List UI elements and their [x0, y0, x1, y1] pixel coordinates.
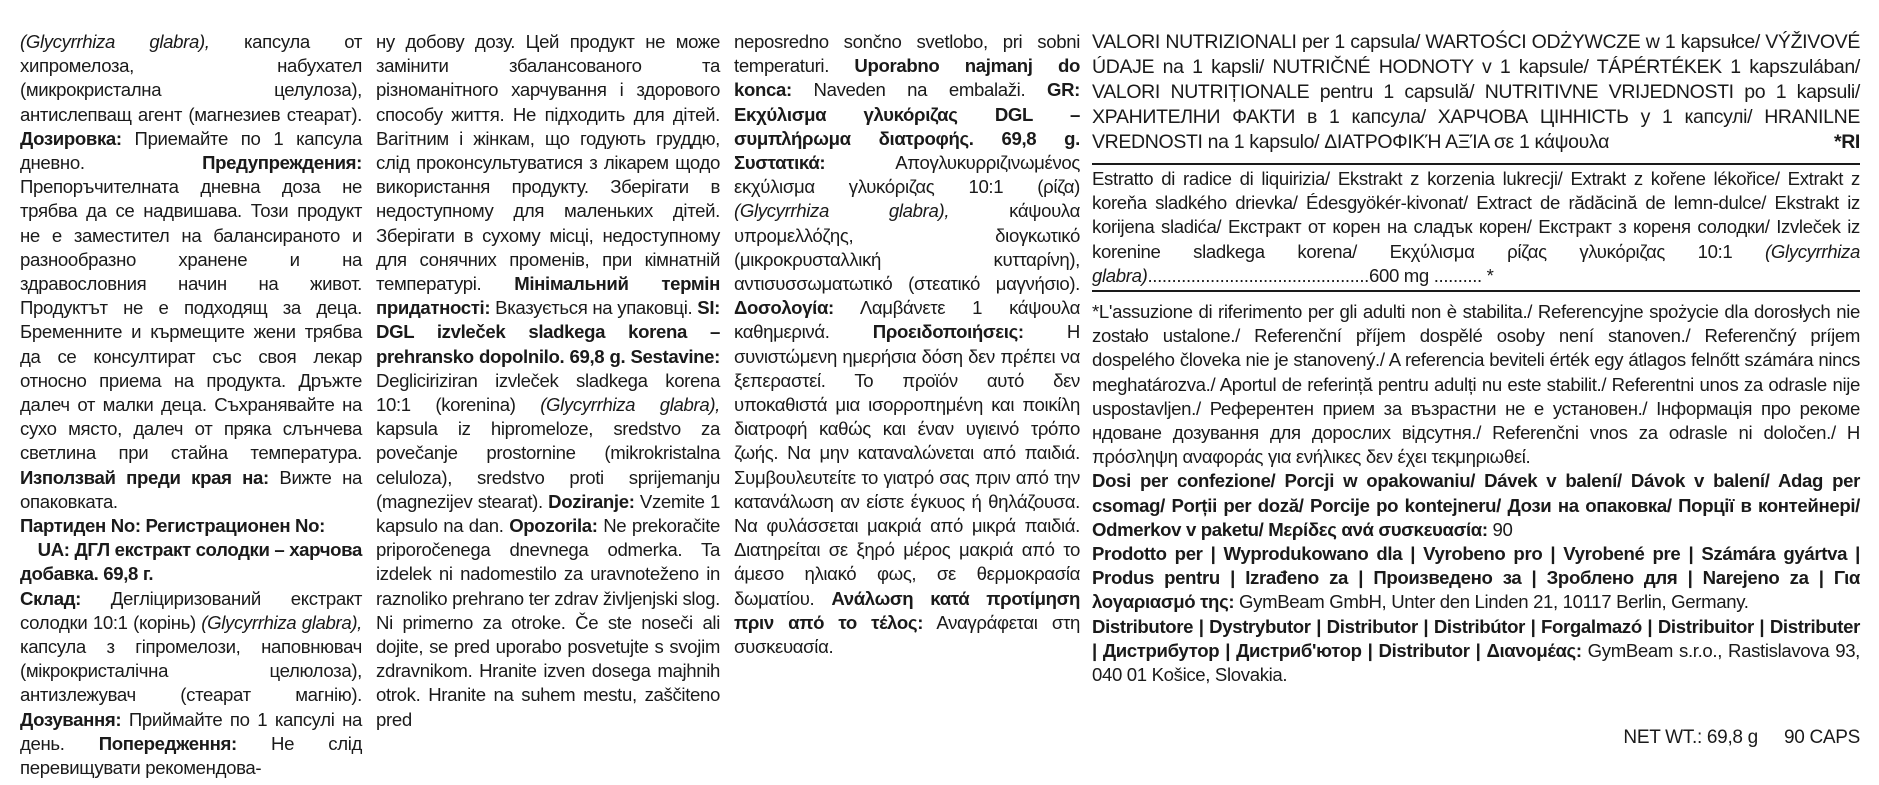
- si-warnings-label: Opozorila:: [509, 515, 598, 537]
- bg-warnings-label: Предупреждения:: [202, 152, 362, 174]
- gr-best-before-label: Ανάλωση κατά προτίμηση πριν από το τέλος:: [734, 587, 1080, 633]
- column-ukrainian-slovenian: [376, 30, 720, 732]
- ua-min-shelf-life-label: Мінімальний термін придатності:: [376, 273, 720, 319]
- column-bulgarian-ukrainian: [20, 30, 362, 780]
- nutrition-header: VALORI NUTRIZIONALI per 1 capsula/ WARTOŚCI ODŻYWCZE w 1 kapsułce/ VÝŽIVOVÉ ÚDAJE na 1 kapsli/ NUTRIČNÉ HODNOTY v 1 kapsule/ TÁPÉRTÉKEK 1 kapszulában/ VALORI NUTRIȚIONALE pentru 1 capsulă/ NUTRITIVNE VRIJEDNOSTI po 1 kapsuli/ ХРАНИТЕЛНИ ФАКТИ в 1 капсула/ ХАРЧОВА ЦІННІСТЬ у 1 капсулі/ HRANILNE VREDNOSTI na 1 kapsulo/ ΔΙΑΤΡΟΦΙΚΉ ΑΞΊΑ σε 1 κάψουλα *RI: [1092, 31, 1860, 153]
- column-slovenian-greek: [734, 30, 1080, 659]
- si-dosage-label: Doziranje:: [548, 490, 635, 512]
- gr-warnings-label: Προειδοποιήσεις:: [872, 321, 1024, 343]
- bg-lot-label: Партиден No: Регистрационен No:: [20, 515, 325, 537]
- gr-product-title: GR: Εκχύλισμα γλυκόριζας DGL – συμπλήρωμα διατροφής. 69,8 g. Συστατικά:: [734, 79, 1080, 174]
- header-rule: [1092, 163, 1860, 165]
- ingredient-row: Estratto di radice di liquirizia/ Ekstrakt z korzenia lukrecji/ Extrakt z kořene lékořice/ Extrakt z koreňa sladkého drievka/ Édesgyökér-kivonat/ Extract de rădăcină de lemn-dulce/ Ekstrakt iz korijena sladića/ Екстракт от корен на сладък корен/ Екстракт з кореня солодки/ Izvleček iz korenine sladkega korena/ Εκχύλισμα ρίζας γλυκόριζας 10:1 (Glycyrrhiza glabra)..............................................600 mg .......... *: [1092, 168, 1860, 286]
- si-storage-continued: neposredno sončno svetlobo, pri sobni temperaturi. Uporabno najmanj do konca: Naveden na embalaži. GR: Εκχύλισμα γλυκόριζας DGL – συμπλήρωμα διατροφής. 69,8 g. Συστατικά: Απογλυκυρριζινωμένος εκχύλισμα γλυκόριζας 10:1 (ρίζα) (Glycyrrhiza glabra), κάψουλα υπρομελλόζης, διογκωτικό (μικροκρυσταλλική κυτταρίνη), αντισυσσωματωτικό (στεατικό μαγνήσιο). Δοσολογία: Λαμβάνετε 1 κάψουλα καθημερινά. Προειδοποιήσεις: Η συνιστώμενη ημερήσια δόση δεν πρέπει να ξεπεραστεί. Το προϊόν αυτό δεν υποκαθιστά μια ισορροπημένη και ποικίλη διατροφή καθώς και έναν υγιεινό τρόπο ζωής. Να μην καταναλώνεται από παιδιά. Συμβουλευτείτε το γιατρό σας πριν από την κατανάλωση αν είστε έγκυος ή θηλάζουσα. Να φυλάσσεται μακριά από μικρά παιδιά. Διατηρείται σε ξηρό μέρος μακριά από το άμεσο ηλιακό φως, σε θερμοκρασία δωματίου. Ανάλωση κατά προτίμηση πριν από το τέλος: Αναγράφεται στη συσκευασία.: [734, 31, 1080, 658]
- bg-ingredients-text: (Glycyrrhiza glabra), капсула от хипромелоза, набухател (микрокристална целулоза), антислепващ агент (магнезиев стеарат). Дозировка: Приемайте по 1 капсула дневно. Предупреждения: Препоръчителната дневна доза не трябва да се надвишава. Този продукт не е заместител на балансираното и разнообразно хранене и на здравословния начин на живот. Продуктът не е подходящ за деца. Бременните и кърмещите жени трябва да се консултират със своя лекар относно приема на продукта. Дръжте далеч от малки деца. Съхранявайте на сухо място, далеч от пряка слънчева светлина при стайна температура. Използвай преди края на: Вижте на опаковката.: [20, 31, 363, 512]
- doses-value: 90: [1487, 518, 1513, 540]
- ua-warnings-continued: ну добову дозу. Цей продукт не може замінити збалансованого та різноманітного харчування і здорового способу життя. Не підходить для дітей. Вагітним і жінкам, що годують груддю, слід проконсультуватися з лікарем щодо використання продукту. Зберігати в недоступному для маленьких дітей. Зберігати в сухому місці, недоступному для сонячних променів, при кімнатній температурі. Мінімальний термін придатності: Вказується на упаковці. SI: DGL izvleček sladkega korena – prehransko dopolnilo. 69,8 g. Sestavine: Degliciriziran izvleček sladkega korena 10:1 (korenina) (Glycyrrhiza glabra), kapsula iz hipromeloze, sredstvo za povečanje prostornine (mikrokristalna celuloza), sredstvo proti sprijemanju (magnezijev stearat). Doziranje: Vzemite 1 kapsulo na dan. Opozorila: Ne prekoračite priporočenega dnevnega odmerka. Ta izdelek ni nadomestilo za uravnoteženo in raznoliko prehrano ter zdrav življenjski slog. Ni primerno za otroke. Če ste noseči ali dojite, se pred uporabo posvetujte s svojim zdravnikom. Hranite izven dosega majhnih otrok. Hranite na suhem mestu, zaščiteno pred: [376, 31, 720, 730]
- ri-footnote: *L'assuzione di riferimento per gli adulti non è stabilita./ Referencyjne spożycie dla dorosłych nie zostało ustalone./ Referenční příjem dospělé osoby není stanoven./ Referenčný príjem dospelého človeka nie je stanovený./ A referencia beviteli érték egy átlagos felnőtt számára nincs meghatározva./ Aportul de referință pentru adulți nu este stabilit./ Referentni unos za odrasle nije uspostavljen./ Референтен прием за възрастни не е установен./ Інформація про рекоме ндоване дозування для дорослих відсутня./ Referenčni vnos za odrasle ni določen./ Η πρόσληψη αναφοράς για ενήλικες δεν έχει τεκμηριωθεί.: [1092, 301, 1860, 468]
- manufacturer-info: Prodotto per | Wyprodukowano dla | Vyrobeno pro | Vyrobené pre | Számára gyártva | Produs pentru | Izrađeno za | Произведено за | Зроблено для | Narejeno za | Για λογαριασμό της: GymBeam GmbH, Unter den Linden 21, 10117 Berlin, Germany.: [1092, 543, 1860, 613]
- si-product-title: SI: DGL izvleček sladkega korena – prehransko dopolnilo. 69,8 g. Sestavine:: [376, 297, 720, 367]
- net-weight: NET WT.: 69,8 g: [1623, 727, 1758, 748]
- ingredient-amount: ..............................................600 mg .......... *: [1147, 264, 1494, 286]
- gr-dosage-label: Δοσολογία:: [734, 297, 834, 319]
- distributor-info: Distributore | Dystrybutor | Distributor | Distribútor | Forgalmazó | Distribuitor | Distributer | Дистрибутор | Дистриб'ютор | Distributor | Διανομέας: GymBeam s.r.o., Rastislavova 93, 040 01 Košice, Slovakia.: [1092, 615, 1860, 686]
- ua-dosage-label: Дозування:: [20, 708, 122, 730]
- doses-per-package: Dosi per confezione/ Porcji w opakowaniu/ Dávek v balení/ Dávok v balení/ Adag per csomag/ Porții per doză/ Porcije po kontejneru/ Дози на опаковка/ Порції в контейнері/ Odmerkov v paketu/ Μερίδες ανά συσκευασία: 90: [1092, 470, 1860, 540]
- ua-warnings-label: Попередження:: [98, 732, 237, 754]
- caps-count: 90 CAPS: [1783, 727, 1860, 748]
- si-best-before-label: Uporabno najmanj do konca:: [734, 55, 1080, 101]
- nutrition-facts-panel: [1092, 30, 1860, 687]
- bg-use-by-label: Използвай преди края на:: [20, 466, 269, 488]
- ua-ingredients-text: Склад: Дегліциризований екстракт солодки 10:1 (корінь) (Glycyrrhiza glabra), капсула з гіпромелози, наповнювач (мікрокристалічна целюлоза), антизлежувач (стеарат магнію). Дозування: Приймайте по 1 капсулі на день. Попередження: Не слід перевищувати рекомендова-: [20, 587, 362, 779]
- ri-label: *RI: [1833, 131, 1860, 153]
- ingredient-rule: [1092, 290, 1860, 292]
- net-weight-footer: [1092, 726, 1860, 750]
- ua-product-title: UA: ДГЛ екстракт солодки – харчова добавка. 69,8 г.: [20, 539, 362, 585]
- bg-dosage-label: Дозировка:: [20, 127, 122, 149]
